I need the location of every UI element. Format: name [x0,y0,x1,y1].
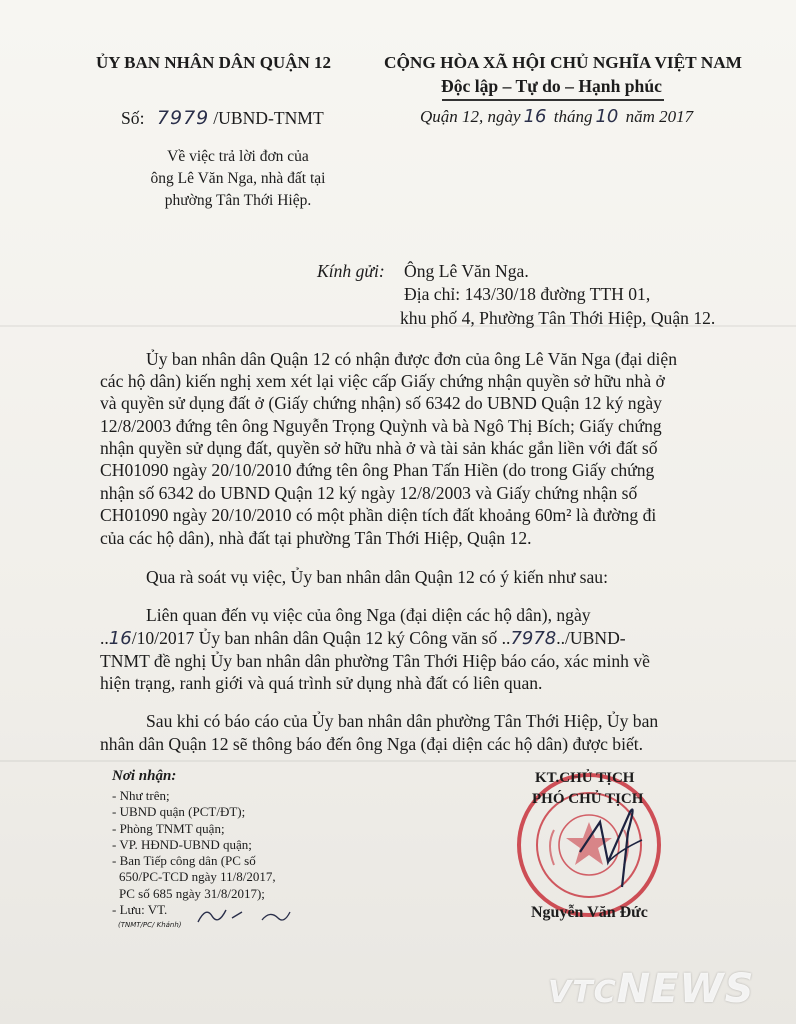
handwritten-number: 7979 [156,107,210,129]
drafter-note: (TNMT/PC/ Khánh) [118,921,182,929]
signature-subtitle: PHÓ CHỦ TỊCH [532,791,644,807]
year-label: năm 2017 [625,107,694,126]
recipient-address-line: Địa chỉ: 143/30/18 đường TTH 01, [404,284,651,304]
recipient-item: - Phòng TNMT quận; [112,820,225,836]
paragraph-line: của các hộ dân), nhà đất tại phường Tân Thới Hiệp, Quận 12. [100,528,532,548]
paragraph-line: Sau khi có báo cáo của Ủy ban nhân dân phường Tân Thới Hiệp, Ủy ban [146,711,659,731]
country-name: CỘNG HÒA XÃ HỘI CHỦ NGHĨA VIỆT NAM [384,53,742,72]
paragraph-line: và quyền sử dụng đất ở (Giấy chứng nhận) số 6342 do UBND Quận 12 ký ngày [100,393,662,413]
initials-scribble [196,898,296,928]
watermark-logo [548,966,788,1012]
document-number [121,107,324,129]
paragraph-text: /10/2017 Ủy ban nhân dân Quận 12 ký Công văn số [131,628,498,648]
paper-fold-line [0,760,796,762]
handwritten-month: 10 [595,106,619,127]
watermark-left: VTC [548,975,617,1010]
month-label: tháng [553,107,593,126]
watermark-right: NEWS [616,966,755,1012]
paragraph-line: CH01090 ngày 20/10/2010 đứng tên ông Phan Tấn Hiền (do trong Giấy chứng [100,460,655,480]
place-date-prefix: Quận 12, ngày [420,107,521,126]
paragraph-line: TNMT đề nghị Ủy ban nhân dân phường Tân Thới Hiệp báo cáo, xác minh về [100,651,650,671]
handwritten-signature [560,792,680,902]
handwritten-number: 7978 [510,628,557,649]
paragraph-line: ..16/10/2017 Ủy ban nhân dân Quận 12 ký Công văn số ..7978../UBND- [100,628,626,649]
subject-line: Về việc trả lời đơn của [167,148,309,165]
signature-title: KT.CHỦ TỊCH [535,770,635,786]
recipient-item: PC số 685 ngày 31/8/2017); [119,885,265,901]
number-suffix: /UBND-TNMT [213,108,324,128]
signer-name: Nguyễn Văn Đức [531,904,648,921]
paragraph-line: nhận quyền sử dụng đất, quyền sở hữu nhà ở và tài sản khác gắn liền với đất số [100,438,658,458]
subject-block [118,146,358,212]
subject-line: ông Lê Văn Nga, nhà đất tại [150,170,326,187]
paragraph-line: nhận số 6342 do UBND Quận 12 ký ngày 12/8/2003 và Giấy chứng nhận số [100,483,638,503]
paragraph-text: /UBND- [565,628,626,648]
subject-line: phường Tân Thới Hiệp. [164,192,312,209]
paragraph-line: nhân dân Quận 12 sẽ thông báo đến ông Nga (đại diện các hộ dân) được biết. [100,734,644,754]
number-prefix: Số: [121,108,145,128]
handwritten-day: 16 [523,106,547,127]
paragraph-line: Ủy ban nhân dân Quận 12 có nhận được đơn của ông Lê Văn Nga (đại diện [146,349,678,369]
paragraph-line: Liên quan đến vụ việc của ông Nga (đại diện các hộ dân), ngày [146,605,591,625]
paragraph-line: CH01090 ngày 20/10/2010 có một phần diện tích đất khoảng 60m² là đường đi [100,505,657,525]
recipient-item: - Lưu: VT. [112,902,168,918]
motto-underline [442,99,664,101]
place-date [420,106,693,127]
agency-name: ỦY BAN NHÂN DÂN QUẬN 12 [96,53,332,72]
handwritten-day: 16 [108,628,132,649]
paragraph-line: hiện trạng, ranh giới và quá trình sử dụng nhà đất có liên quan. [100,673,543,693]
recipient-item: - UBND quận (PCT/ĐT); [112,804,246,820]
recipients-title: Nơi nhận: [112,768,177,784]
recipient-name: Ông Lê Văn Nga. [404,261,529,281]
recipient-item: - Như trên; [112,788,170,803]
recipient-address-line: khu phố 4, Phường Tân Thới Hiệp, Quận 12. [400,308,716,328]
recipient-item: - Ban Tiếp công dân (PC số [112,853,256,869]
recipient-item: 650/PC-TCD ngày 11/8/2017, [119,869,276,885]
paragraph-line: các hộ dân) kiến nghị xem xét lại việc cấp Giấy chứng nhận quyền sở hữu nhà ở [100,371,665,391]
recipient-item: - VP. HĐND-UBND quận; [112,836,252,852]
recipient-label: Kính gửi: [317,261,385,281]
paragraph-line: 12/8/2003 đứng tên ông Nguyễn Trọng Quỳnh và bà Ngô Thị Bích; Giấy chứng [100,416,662,436]
paragraph-2: Qua rà soát vụ việc, Ủy ban nhân dân Quận 12 có ý kiến như sau: [146,567,608,587]
motto: Độc lập – Tự do – Hạnh phúc [441,76,662,96]
